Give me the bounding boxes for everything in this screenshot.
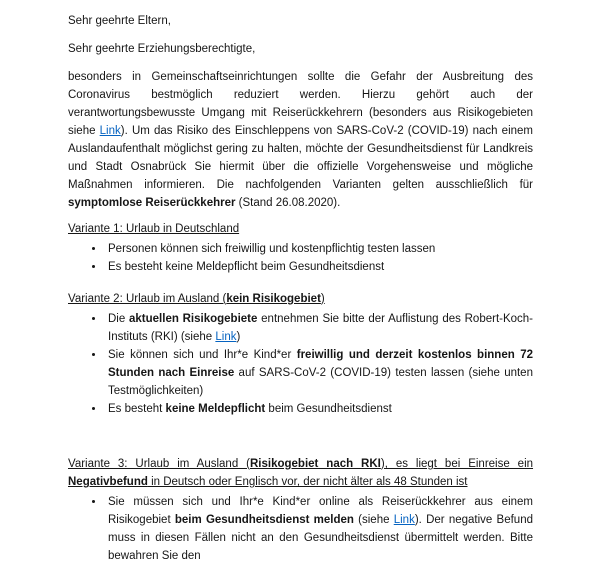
bold-text: kein Risikogebiet: [226, 293, 321, 305]
bold-text: symptomlose Reiserückkehrer: [68, 197, 236, 209]
text-segment: Es besteht: [108, 403, 166, 415]
text-segment: beim Gesundheitsdienst: [265, 403, 392, 415]
bold-text: Risikogebiet nach RKI: [249, 458, 381, 470]
bullet-list-variante-1: [68, 240, 533, 276]
inline-link[interactable]: Link: [393, 514, 415, 526]
bullet-list-variante-3: [68, 493, 533, 565]
text-segment: ): [236, 331, 241, 343]
text-segment: ): [320, 293, 325, 305]
text-segment: Sie können sich und Ihr*e Kind*er: [108, 349, 297, 361]
text-segment: Personen können sich freiwillig und kostenpflichtig testen lassen: [108, 243, 436, 255]
text-segment: besonders in Gemeinschaftseinrichtungen sollte die Gefahr der Ausbreitung des Coronavirus bestmöglich reduziert werden. Hierzu gehört auch der verantwortungsbewusste Umgang mit Reiserückkehrern (besonders aus Risikogebieten siehe: [68, 71, 533, 137]
section-heading-variante-3: [68, 455, 533, 491]
text-segment: (Stand 26.08.2020).: [235, 197, 341, 209]
list-item: [105, 310, 533, 346]
inline-link[interactable]: Link: [99, 125, 121, 137]
text-segment: ). Um das Risiko des Einschleppens von SARS-CoV-2 (COVID-19) nach einem Auslandaufenthalt möglichst gering zu halten, möchte der Gesundheitsdienst für Landkreis und Stadt Osnabrück Sie hiermit über die offizielle Vorgehensweise und mögliche Maßnahmen informieren. Die nachfolgenden Varianten gelten ausschließlich für: [68, 125, 534, 191]
bold-text: beim Gesundheitsdienst melden: [174, 514, 354, 526]
text-segment: Die: [108, 313, 130, 325]
list-item: [105, 258, 533, 276]
bold-text: Negativbefund: [68, 476, 148, 488]
text-segment: ). Der negative Befund muss in diesen Fällen nicht an den Gesundheitsdienst übermittelt werden. Bitte bewahren Sie den: [108, 514, 533, 562]
salutation-line-1: Sehr geehrte Eltern,: [68, 15, 171, 27]
text-segment: entnehmen Sie bitte der Auflistung des Robert-Koch-Instituts (RKI) (siehe: [108, 313, 534, 343]
bold-text: freiwillig und derzeit kostenlos binnen 72 Stunden nach Einreise: [108, 349, 533, 379]
list-item: [105, 400, 533, 418]
bullet-list-variante-2: [68, 310, 533, 418]
text-segment: Variante 3: Urlaub im Ausland (: [68, 458, 250, 470]
intro-paragraph: [68, 68, 533, 212]
text-segment: Variante 2: Urlaub im Ausland (: [68, 293, 227, 305]
inline-link[interactable]: Link: [215, 331, 237, 343]
text-segment: ), es liegt bei Einreise ein: [380, 458, 534, 470]
salutation-line-2: Sehr geehrte Erziehungsberechtigte,: [68, 43, 256, 55]
text-segment: in Deutsch oder Englisch vor, der nicht älter als 48 Stunden ist: [147, 476, 468, 488]
text-segment: Sie müssen sich und Ihr*e Kind*er online als Reiserückkehrer aus einem Risikogebiet: [108, 496, 533, 526]
section-heading-variante-1: [68, 220, 533, 238]
section-heading-variante-2: [68, 290, 533, 308]
list-item: [105, 493, 533, 565]
bold-text: keine Meldepflicht: [165, 403, 266, 415]
text-segment: (siehe: [353, 514, 394, 526]
text-segment: Es besteht keine Meldepflicht beim Gesundheitsdienst: [108, 261, 385, 273]
list-item: [105, 240, 533, 258]
bold-text: aktuellen Risikogebiete: [129, 313, 258, 325]
list-item: [105, 346, 533, 400]
text-segment: auf SARS-CoV-2 (COVID-19) testen lassen (siehe unten Testmöglichkeiten): [108, 367, 533, 397]
text-segment: Variante 1: Urlaub in Deutschland: [68, 223, 240, 235]
